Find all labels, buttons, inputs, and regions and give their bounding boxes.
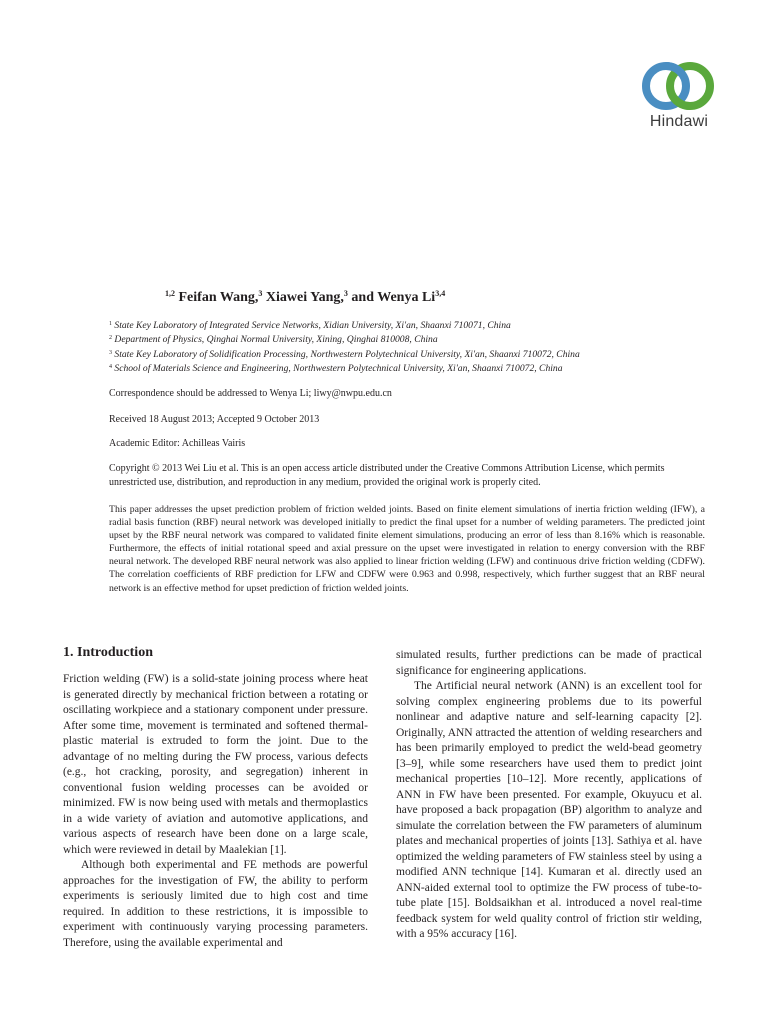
author-name: Feifan Wang, [178,290,259,305]
abstract: This paper addresses the upset prediction problem of friction welded joints. Based on finite element simulations of inertia friction welding (IFW), a radial basis function (RBF) neural network was developed initially to predict the final upset for a number of welding parameters. The predicted joint upset by the RBF neural network was compared to validated finite element simulations, producing an error of less than 8.16% which is reasonable. Furthermore, the effects of initial rotational speed and axial pressure on the upset were investigated in relation to energy conversion with the RBF neural network. The developed RBF neural network was also applied to linear friction welding (LFW) and continuous drive friction welding (CDFW). The correlation coefficients of RBF prediction for LFW and CDFW were 0.963 and 0.998, respectively, which further suggest that an RBF neural network is an effective method for upset prediction of friction welded joints. [109,504,705,594]
affiliation-text: School of Materials Science and Engineering, Northwestern Polytechnical University, Xi'an, Shaanxi 710072, China [114,363,563,374]
author-sup: 3 [343,289,348,298]
affiliation-number: 2 [109,335,112,341]
affiliation-text: State Key Laboratory of Integrated Service Networks, Xidian University, Xi'an, Shaanxi 710071, China [114,320,511,331]
author-name: and Wenya Li [351,290,436,305]
affiliation-text: Department of Physics, Qinghai Normal University, Xining, Qinghai 810008, China [114,334,438,345]
paragraph: simulated results, further predictions can be made of practical significance for engineering applications. [396,649,702,677]
right-column [396,648,702,943]
copyright-notice: Copyright © 2013 Wei Liu et al. This is an open access article distributed under the Creative Commons Attribution License, which permits unrestricted use, distribution, and reproduction in any medium, provided the original work is properly cited. [109,463,665,488]
affiliation-text: State Key Laboratory of Solidification Processing, Northwestern Polytechnical University, Xi'an, Shaanxi 710072, China [114,349,580,360]
author-sup: 3 [258,289,263,298]
author-line [165,289,445,306]
affiliation-number: 1 [109,321,112,327]
left-column [63,672,368,951]
publisher-name: Hindawi [649,113,709,130]
academic-editor: Academic Editor: Achilleas Vairis [109,438,246,449]
paragraph: Friction welding (FW) is a solid-state joining process where heat is generated directly by mechanical friction between a rotating or oscillating workpiece and a stationary component under pressure. After some time, movement is terminated and softened thermal-plastic material is extruded to form the joint. Due to the advantage of no melting during the FW process, various defects (e.g., hot cracking, porosity, and segregation) inherent in conventional fusion welding processes can be avoided or minimized. FW is now being used with metals and thermoplastics in a wide variety of aviation and automotive applications, and various aspects of research have been done on a large scale, which were reviewed in detail by Maalekian [1]. [63,673,368,856]
received-accepted: Received 18 August 2013; Accepted 9 October 2013 [109,414,320,425]
affiliation-3 [109,349,580,360]
section-heading: 1. Introduction [63,645,153,660]
affiliation-4 [109,363,563,374]
paragraph: The Artificial neural network (ANN) is an excellent tool for solving complex engineering problems due to its powerful nonlinear and adaptive nature and self-learning capacity [2]. Originally, ANN attracted the attention of welding researchers and has been primarily employed to predict the weld-bead geometry [3–9], while some researchers have used them to predict joint mechanical properties [10–12]. More recently, applications of ANN in FW have been presented. For example, Okuyucu et al. have proposed a back propagation (BP) algorithm to analyze and simulate the correlation between the FW parameters of aluminum plates and mechanical properties of joints [13]. Sathiya et al. have optimized the welding parameters of FW stainless steel by using a modified ANN technique [14]. Kumaran et al. directly used an ANN-aided external tool to optimize the FW process of tube-to-tube plate [15]. Boldsaikhan et al. introduced a novel real-time feedback system for weld quality control of friction stir welding, with a 95% accuracy [16]. [396,680,702,940]
affiliation-number: 3 [109,350,112,356]
author-name: Xiawei Yang, [265,290,344,305]
affiliation-1 [109,320,511,331]
affiliation-2 [109,334,438,345]
affiliation-number: 4 [109,364,112,370]
correspondence: Correspondence should be addressed to Wenya Li; liwy@nwpu.edu.cn [109,388,392,399]
author-sup: 1,2 [165,289,175,298]
paragraph: Although both experimental and FE methods are powerful approaches for the investigation of FW, the ability to perform experiments is seriously limited due to high cost and time required. In addition to these restrictions, it is impossible to experiment with continuously varying processing parameters. Therefore, using the available experimental and [63,859,368,949]
author-sup: 3,4 [435,289,446,298]
